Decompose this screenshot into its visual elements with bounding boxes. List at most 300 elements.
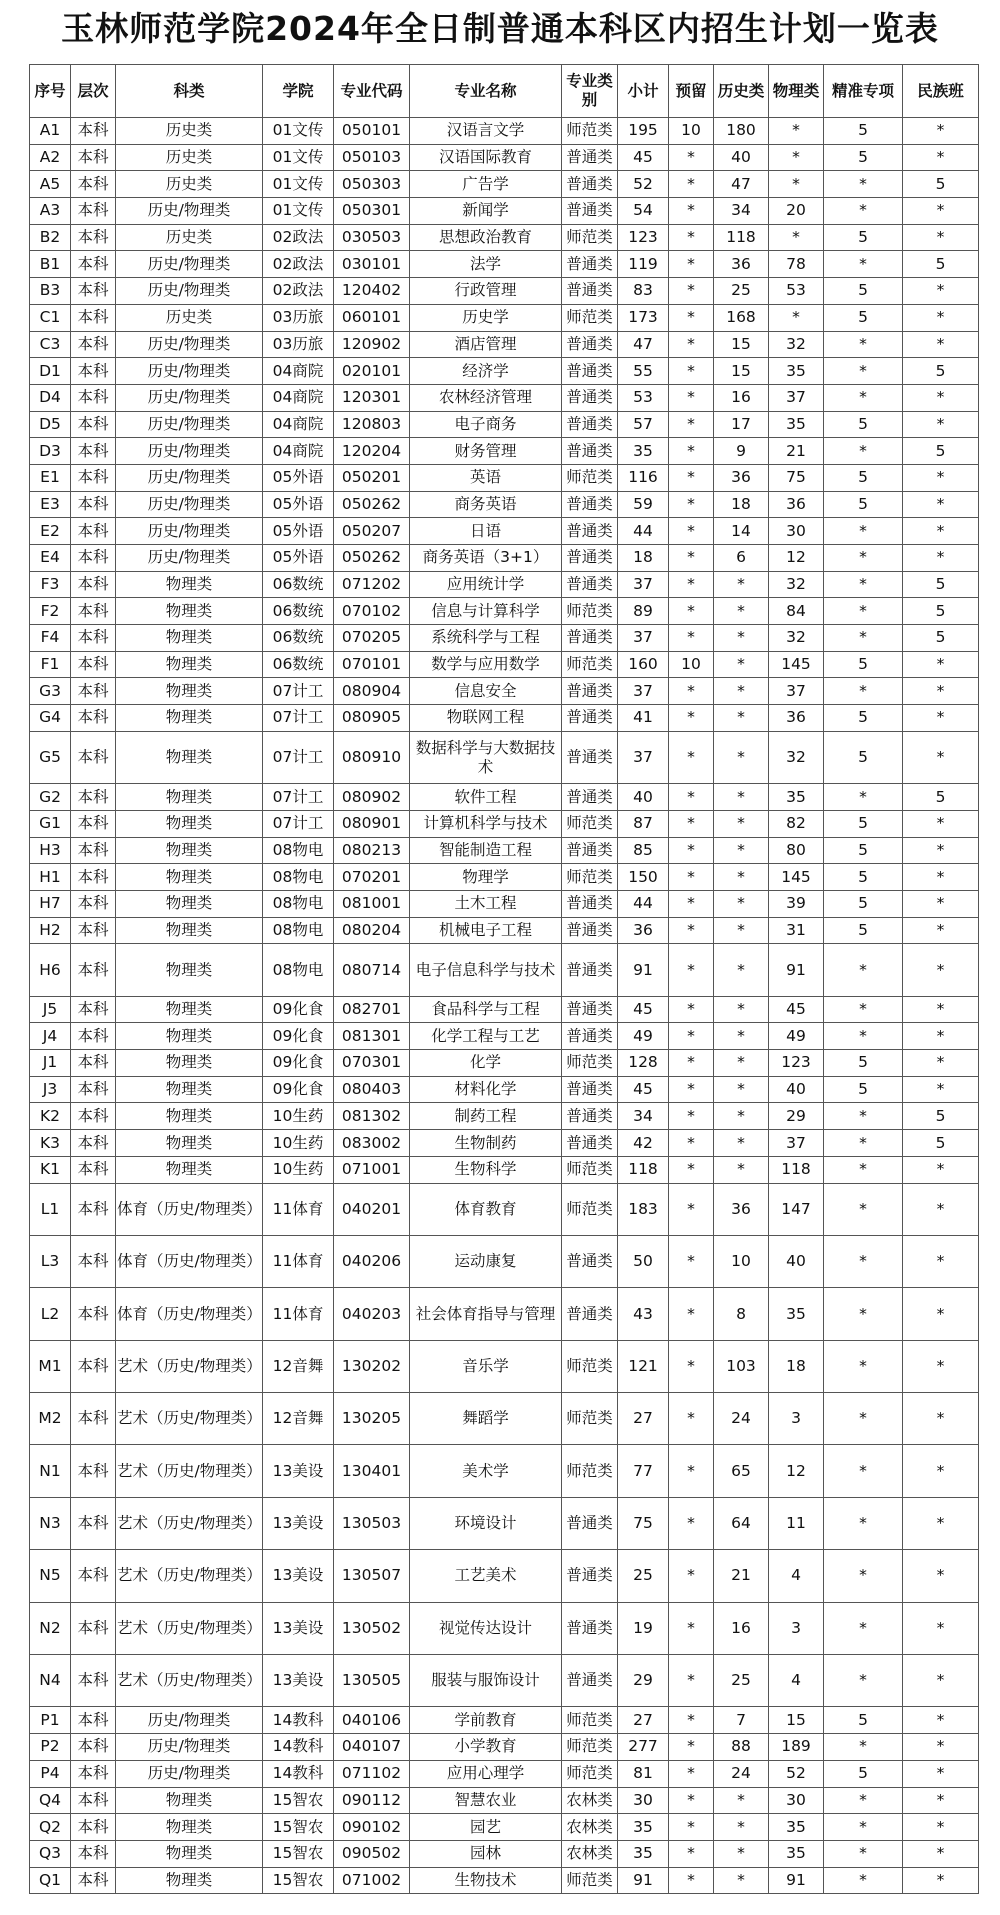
cell-targeted-quota: 5: [824, 144, 903, 171]
cell-targeted-quota: 5: [824, 1760, 903, 1787]
cell-major-name: 视觉传达设计: [410, 1602, 562, 1654]
cell-history-quota: *: [714, 1867, 769, 1894]
cell-major-name: 学前教育: [410, 1707, 562, 1734]
cell-physics-quota: 4: [769, 1655, 824, 1707]
cell-major-type: 普通类: [562, 837, 618, 864]
cell-history-quota: 34: [714, 198, 769, 225]
cell-subject-category: 物理类: [116, 890, 263, 917]
table-row: [30, 331, 979, 358]
cell-level: 本科: [71, 784, 116, 811]
cell-level: 本科: [71, 518, 116, 545]
cell-major-type: 农林类: [562, 1840, 618, 1867]
cell-subject-category: 物理类: [116, 625, 263, 652]
cell-physics-quota: 12: [769, 1445, 824, 1497]
cell-level: 本科: [71, 411, 116, 438]
cell-subject-category: 历史类: [116, 144, 263, 171]
cell-major-code: 060101: [334, 304, 410, 331]
cell-physics-quota: 75: [769, 464, 824, 491]
table-row: [30, 1550, 979, 1602]
cell-seq: Q3: [30, 1840, 71, 1867]
cell-physics-quota: 4: [769, 1550, 824, 1602]
cell-ethnic-class: *: [903, 278, 979, 305]
cell-major-name: 体育教育: [410, 1183, 562, 1235]
cell-level: 本科: [71, 651, 116, 678]
cell-seq: C3: [30, 331, 71, 358]
cell-level: 本科: [71, 1867, 116, 1894]
cell-major-name: 经济学: [410, 358, 562, 385]
cell-seq: F1: [30, 651, 71, 678]
cell-college: 15智农: [263, 1867, 334, 1894]
cell-reserved: *: [669, 545, 714, 572]
cell-physics-quota: 3: [769, 1393, 824, 1445]
cell-seq: A1: [30, 118, 71, 145]
cell-subtotal: 77: [618, 1445, 669, 1497]
cell-major-type: 普通类: [562, 1103, 618, 1130]
cell-subject-category: 物理类: [116, 784, 263, 811]
cell-college: 08物电: [263, 917, 334, 944]
cell-seq: N2: [30, 1602, 71, 1654]
cell-level: 本科: [71, 625, 116, 652]
cell-physics-quota: 3: [769, 1602, 824, 1654]
cell-history-quota: *: [714, 1103, 769, 1130]
cell-subtotal: 128: [618, 1050, 669, 1077]
cell-major-name: 信息与计算科学: [410, 598, 562, 625]
cell-physics-quota: 147: [769, 1183, 824, 1235]
cell-major-name: 日语: [410, 518, 562, 545]
cell-college: 02政法: [263, 224, 334, 251]
cell-seq: F4: [30, 625, 71, 652]
cell-reserved: *: [669, 144, 714, 171]
cell-targeted-quota: *: [824, 996, 903, 1023]
cell-ethnic-class: 5: [903, 1103, 979, 1130]
cell-reserved: *: [669, 837, 714, 864]
cell-subtotal: 34: [618, 1103, 669, 1130]
cell-subject-category: 艺术（历史/物理类）: [116, 1497, 263, 1549]
cell-major-name: 酒店管理: [410, 331, 562, 358]
cell-level: 本科: [71, 171, 116, 198]
cell-reserved: *: [669, 917, 714, 944]
cell-physics-quota: 35: [769, 1840, 824, 1867]
cell-history-quota: *: [714, 1840, 769, 1867]
cell-major-name: 系统科学与工程: [410, 625, 562, 652]
cell-major-type: 普通类: [562, 890, 618, 917]
cell-seq: M2: [30, 1393, 71, 1445]
column-header-level: 层次: [71, 65, 116, 118]
cell-subject-category: 物理类: [116, 678, 263, 705]
cell-subject-category: 历史/物理类: [116, 198, 263, 225]
cell-physics-quota: 32: [769, 731, 824, 783]
cell-history-quota: 88: [714, 1734, 769, 1761]
cell-level: 本科: [71, 1602, 116, 1654]
cell-reserved: *: [669, 331, 714, 358]
cell-major-type: 普通类: [562, 625, 618, 652]
cell-seq: E1: [30, 464, 71, 491]
cell-college: 04商院: [263, 358, 334, 385]
cell-major-name: 农林经济管理: [410, 384, 562, 411]
cell-ethnic-class: 5: [903, 358, 979, 385]
cell-major-code: 130202: [334, 1340, 410, 1392]
cell-major-name: 生物科学: [410, 1156, 562, 1183]
cell-level: 本科: [71, 705, 116, 732]
cell-seq: F2: [30, 598, 71, 625]
cell-targeted-quota: *: [824, 1130, 903, 1157]
cell-level: 本科: [71, 1076, 116, 1103]
cell-reserved: *: [669, 251, 714, 278]
cell-college: 04商院: [263, 384, 334, 411]
table-row: [30, 917, 979, 944]
cell-subtotal: 91: [618, 1867, 669, 1894]
cell-level: 本科: [71, 731, 116, 783]
cell-reserved: *: [669, 598, 714, 625]
table-row: [30, 731, 979, 783]
cell-major-name: 材料化学: [410, 1076, 562, 1103]
cell-targeted-quota: *: [824, 625, 903, 652]
table-row: [30, 1288, 979, 1340]
cell-targeted-quota: 5: [824, 705, 903, 732]
table-row: [30, 996, 979, 1023]
cell-major-name: 电子商务: [410, 411, 562, 438]
cell-major-code: 090112: [334, 1787, 410, 1814]
cell-subject-category: 体育（历史/物理类）: [116, 1235, 263, 1287]
cell-major-name: 数据科学与大数据技术: [410, 731, 562, 783]
cell-seq: A2: [30, 144, 71, 171]
cell-reserved: *: [669, 1340, 714, 1392]
cell-seq: D4: [30, 384, 71, 411]
table-row: [30, 864, 979, 891]
table-row: [30, 651, 979, 678]
cell-level: 本科: [71, 678, 116, 705]
cell-subject-category: 历史/物理类: [116, 411, 263, 438]
cell-history-quota: 24: [714, 1760, 769, 1787]
cell-targeted-quota: *: [824, 1235, 903, 1287]
cell-major-name: 园艺: [410, 1814, 562, 1841]
cell-subject-category: 物理类: [116, 1156, 263, 1183]
cell-seq: K3: [30, 1130, 71, 1157]
cell-physics-quota: 30: [769, 1787, 824, 1814]
cell-history-quota: *: [714, 784, 769, 811]
cell-college: 06数统: [263, 625, 334, 652]
cell-history-quota: *: [714, 1814, 769, 1841]
cell-subtotal: 30: [618, 1787, 669, 1814]
cell-level: 本科: [71, 810, 116, 837]
cell-major-name: 电子信息科学与技术: [410, 944, 562, 996]
cell-physics-quota: 32: [769, 625, 824, 652]
cell-major-type: 师范类: [562, 1867, 618, 1894]
cell-major-name: 数学与应用数学: [410, 651, 562, 678]
cell-ethnic-class: *: [903, 1050, 979, 1077]
cell-major-name: 商务英语: [410, 491, 562, 518]
cell-targeted-quota: 5: [824, 304, 903, 331]
cell-physics-quota: 18: [769, 1340, 824, 1392]
cell-seq: L1: [30, 1183, 71, 1235]
cell-history-quota: 40: [714, 144, 769, 171]
table-row: [30, 1497, 979, 1549]
cell-history-quota: 180: [714, 118, 769, 145]
cell-history-quota: 17: [714, 411, 769, 438]
cell-major-code: 050101: [334, 118, 410, 145]
cell-major-type: 普通类: [562, 917, 618, 944]
cell-college: 07计工: [263, 705, 334, 732]
cell-physics-quota: 12: [769, 545, 824, 572]
cell-level: 本科: [71, 598, 116, 625]
cell-college: 09化食: [263, 1050, 334, 1077]
cell-major-code: 040201: [334, 1183, 410, 1235]
cell-college: 08物电: [263, 864, 334, 891]
cell-subtotal: 195: [618, 118, 669, 145]
table-row: [30, 1867, 979, 1894]
cell-level: 本科: [71, 438, 116, 465]
cell-major-code: 071202: [334, 571, 410, 598]
cell-major-type: 师范类: [562, 651, 618, 678]
cell-major-name: 机械电子工程: [410, 917, 562, 944]
cell-major-code: 080204: [334, 917, 410, 944]
cell-physics-quota: 40: [769, 1076, 824, 1103]
cell-major-type: 普通类: [562, 1288, 618, 1340]
table-row: [30, 518, 979, 545]
cell-subtotal: 150: [618, 864, 669, 891]
cell-level: 本科: [71, 1760, 116, 1787]
cell-physics-quota: 29: [769, 1103, 824, 1130]
cell-reserved: *: [669, 996, 714, 1023]
cell-major-type: 普通类: [562, 731, 618, 783]
cell-subject-category: 历史/物理类: [116, 464, 263, 491]
cell-ethnic-class: *: [903, 1602, 979, 1654]
cell-subtotal: 83: [618, 278, 669, 305]
table-row: [30, 625, 979, 652]
cell-college: 05外语: [263, 464, 334, 491]
cell-level: 本科: [71, 118, 116, 145]
cell-history-quota: *: [714, 625, 769, 652]
cell-history-quota: 10: [714, 1235, 769, 1287]
cell-history-quota: *: [714, 705, 769, 732]
cell-subtotal: 85: [618, 837, 669, 864]
table-row: [30, 198, 979, 225]
cell-major-type: 普通类: [562, 331, 618, 358]
cell-level: 本科: [71, 837, 116, 864]
table-row: [30, 944, 979, 996]
cell-reserved: 10: [669, 118, 714, 145]
cell-major-name: 物理学: [410, 864, 562, 891]
cell-reserved: *: [669, 1076, 714, 1103]
cell-targeted-quota: *: [824, 598, 903, 625]
table-row: [30, 1707, 979, 1734]
cell-targeted-quota: *: [824, 1445, 903, 1497]
cell-targeted-quota: 5: [824, 837, 903, 864]
cell-level: 本科: [71, 491, 116, 518]
cell-ethnic-class: *: [903, 118, 979, 145]
cell-subject-category: 历史/物理类: [116, 384, 263, 411]
cell-level: 本科: [71, 1130, 116, 1157]
cell-targeted-quota: *: [824, 1734, 903, 1761]
table-row: [30, 571, 979, 598]
cell-reserved: *: [669, 890, 714, 917]
cell-major-code: 120301: [334, 384, 410, 411]
cell-ethnic-class: 5: [903, 571, 979, 598]
cell-ethnic-class: 5: [903, 1130, 979, 1157]
cell-subject-category: 艺术（历史/物理类）: [116, 1655, 263, 1707]
cell-history-quota: *: [714, 598, 769, 625]
column-header-major-name: 专业名称: [410, 65, 562, 118]
cell-reserved: *: [669, 810, 714, 837]
cell-major-code: 020101: [334, 358, 410, 385]
cell-reserved: *: [669, 864, 714, 891]
cell-ethnic-class: *: [903, 917, 979, 944]
cell-major-type: 普通类: [562, 411, 618, 438]
cell-subject-category: 物理类: [116, 1130, 263, 1157]
cell-major-code: 071102: [334, 1760, 410, 1787]
column-header-major-type: 专业类别: [562, 65, 618, 118]
cell-subject-category: 物理类: [116, 1050, 263, 1077]
cell-subtotal: 49: [618, 1023, 669, 1050]
cell-physics-quota: 189: [769, 1734, 824, 1761]
cell-college: 02政法: [263, 251, 334, 278]
cell-college: 08物电: [263, 837, 334, 864]
cell-seq: P2: [30, 1734, 71, 1761]
cell-college: 05外语: [263, 518, 334, 545]
cell-reserved: *: [669, 678, 714, 705]
cell-ethnic-class: 5: [903, 438, 979, 465]
cell-history-quota: *: [714, 944, 769, 996]
cell-major-code: 040206: [334, 1235, 410, 1287]
cell-level: 本科: [71, 1787, 116, 1814]
cell-level: 本科: [71, 545, 116, 572]
cell-subtotal: 119: [618, 251, 669, 278]
cell-seq: J4: [30, 1023, 71, 1050]
cell-major-name: 行政管理: [410, 278, 562, 305]
cell-major-code: 080904: [334, 678, 410, 705]
cell-major-code: 130502: [334, 1602, 410, 1654]
cell-major-code: 080714: [334, 944, 410, 996]
cell-subject-category: 物理类: [116, 837, 263, 864]
cell-major-code: 120204: [334, 438, 410, 465]
cell-subject-category: 物理类: [116, 996, 263, 1023]
cell-targeted-quota: *: [824, 1840, 903, 1867]
cell-physics-quota: 11: [769, 1497, 824, 1549]
cell-major-name: 思想政治教育: [410, 224, 562, 251]
cell-seq: J3: [30, 1076, 71, 1103]
cell-major-type: 师范类: [562, 1183, 618, 1235]
cell-subtotal: 37: [618, 571, 669, 598]
cell-subtotal: 53: [618, 384, 669, 411]
cell-major-code: 070102: [334, 598, 410, 625]
cell-major-type: 普通类: [562, 1130, 618, 1157]
table-row: [30, 1076, 979, 1103]
cell-subject-category: 历史/物理类: [116, 278, 263, 305]
cell-seq: Q4: [30, 1787, 71, 1814]
cell-major-code: 081302: [334, 1103, 410, 1130]
cell-subtotal: 91: [618, 944, 669, 996]
cell-ethnic-class: *: [903, 1288, 979, 1340]
cell-subject-category: 物理类: [116, 944, 263, 996]
cell-targeted-quota: *: [824, 784, 903, 811]
cell-subject-category: 物理类: [116, 1076, 263, 1103]
cell-subtotal: 35: [618, 1814, 669, 1841]
cell-college: 12音舞: [263, 1340, 334, 1392]
cell-reserved: *: [669, 1707, 714, 1734]
cell-major-type: 普通类: [562, 1023, 618, 1050]
cell-level: 本科: [71, 1655, 116, 1707]
cell-seq: N4: [30, 1655, 71, 1707]
cell-history-quota: *: [714, 1076, 769, 1103]
cell-reserved: *: [669, 518, 714, 545]
cell-subtotal: 45: [618, 996, 669, 1023]
cell-major-code: 070301: [334, 1050, 410, 1077]
table-row: [30, 358, 979, 385]
cell-history-quota: *: [714, 917, 769, 944]
cell-reserved: *: [669, 1602, 714, 1654]
cell-college: 07计工: [263, 678, 334, 705]
cell-ethnic-class: 5: [903, 625, 979, 652]
table-row: [30, 1734, 979, 1761]
cell-targeted-quota: *: [824, 331, 903, 358]
cell-reserved: *: [669, 1103, 714, 1130]
cell-major-code: 071001: [334, 1156, 410, 1183]
cell-physics-quota: 30: [769, 518, 824, 545]
cell-major-name: 计算机科学与技术: [410, 810, 562, 837]
table-row: [30, 1814, 979, 1841]
cell-ethnic-class: 5: [903, 171, 979, 198]
cell-targeted-quota: *: [824, 545, 903, 572]
cell-major-type: 普通类: [562, 1235, 618, 1287]
cell-seq: B1: [30, 251, 71, 278]
cell-subject-category: 艺术（历史/物理类）: [116, 1393, 263, 1445]
cell-ethnic-class: *: [903, 1840, 979, 1867]
cell-reserved: *: [669, 171, 714, 198]
cell-seq: J1: [30, 1050, 71, 1077]
cell-subject-category: 物理类: [116, 571, 263, 598]
table-row: [30, 491, 979, 518]
cell-major-name: 智能制造工程: [410, 837, 562, 864]
cell-physics-quota: 49: [769, 1023, 824, 1050]
cell-major-type: 师范类: [562, 810, 618, 837]
table-row: [30, 1787, 979, 1814]
cell-level: 本科: [71, 1156, 116, 1183]
cell-targeted-quota: *: [824, 1288, 903, 1340]
cell-subtotal: 19: [618, 1602, 669, 1654]
cell-level: 本科: [71, 1707, 116, 1734]
cell-major-code: 070101: [334, 651, 410, 678]
cell-targeted-quota: *: [824, 1787, 903, 1814]
cell-history-quota: *: [714, 890, 769, 917]
cell-reserved: *: [669, 438, 714, 465]
cell-major-name: 工艺美术: [410, 1550, 562, 1602]
cell-reserved: *: [669, 1445, 714, 1497]
cell-history-quota: *: [714, 731, 769, 783]
cell-ethnic-class: *: [903, 304, 979, 331]
cell-subtotal: 37: [618, 678, 669, 705]
cell-physics-quota: 37: [769, 384, 824, 411]
cell-ethnic-class: *: [903, 944, 979, 996]
table-row: [30, 1840, 979, 1867]
cell-level: 本科: [71, 1393, 116, 1445]
cell-level: 本科: [71, 1023, 116, 1050]
cell-targeted-quota: 5: [824, 1076, 903, 1103]
column-header-major-code: 专业代码: [334, 65, 410, 118]
cell-subtotal: 27: [618, 1393, 669, 1445]
cell-college: 13美设: [263, 1497, 334, 1549]
cell-subtotal: 35: [618, 438, 669, 465]
cell-physics-quota: 40: [769, 1235, 824, 1287]
cell-ethnic-class: *: [903, 1235, 979, 1287]
cell-targeted-quota: *: [824, 1103, 903, 1130]
cell-major-type: 普通类: [562, 358, 618, 385]
cell-subtotal: 81: [618, 1760, 669, 1787]
cell-major-name: 土木工程: [410, 890, 562, 917]
cell-level: 本科: [71, 944, 116, 996]
cell-reserved: *: [669, 411, 714, 438]
cell-reserved: *: [669, 571, 714, 598]
cell-major-code: 090102: [334, 1814, 410, 1841]
